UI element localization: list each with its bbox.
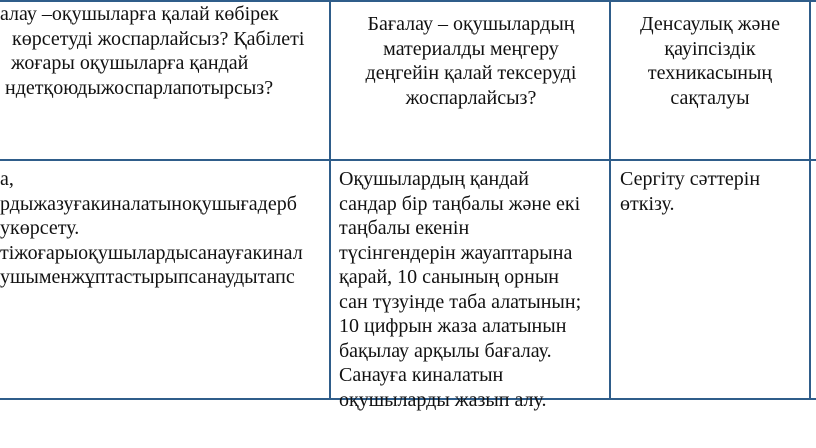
table-column-divider-2 bbox=[609, 0, 611, 400]
header-cell-3-line: Денсаулық және bbox=[640, 13, 780, 35]
body-cell-3-line: өткізу. bbox=[620, 192, 675, 215]
header-cell-2-line: деңгейін қалай тексеруді bbox=[365, 62, 577, 84]
body-cell-2-line: 10 цифрын жаза алатынын bbox=[339, 315, 567, 337]
header-cell-1-line: көрсетуді жоспарлайсыз? Қабілеті bbox=[12, 27, 305, 50]
body-cell-3-line: Сергіту сәттерін bbox=[620, 168, 761, 190]
body-cell-2-line: бақылау арқылы бағалау. bbox=[339, 339, 552, 362]
header-cell-2 bbox=[335, 12, 607, 110]
header-cell-3-line: сақталуы bbox=[670, 86, 750, 109]
header-cell-1-line: алау –оқушыларға қалай көбірек bbox=[0, 3, 279, 25]
body-cell-1-line: рдыжазуғакиналатыноқушығадерб bbox=[0, 192, 297, 215]
body-cell-1-line: укөрсету. bbox=[0, 217, 80, 239]
body-cell-2-line: Оқушылардың қандай bbox=[339, 168, 529, 190]
body-cell-3 bbox=[620, 167, 760, 216]
header-cell-1 bbox=[0, 2, 304, 100]
body-cell-1 bbox=[0, 167, 329, 290]
body-cell-2-line: қарай, 10 санының орнын bbox=[339, 266, 559, 288]
header-cell-1-line: ндетқоюдыжоспарлапотырсыз? bbox=[5, 76, 274, 99]
table-row-divider bbox=[0, 159, 816, 161]
body-cell-2-line: Санауға киналатын bbox=[339, 364, 504, 386]
header-cell-1-line: жоғары оқушыларға қандай bbox=[11, 52, 249, 74]
header-cell-2-line: материалды меңгеру bbox=[383, 37, 559, 60]
header-cell-2-line: жоспарлайсыз? bbox=[405, 86, 537, 109]
body-cell-1-line: тіжоғарыоқушылардысанауғакинал bbox=[0, 241, 303, 264]
table-column-divider-1 bbox=[329, 0, 331, 400]
header-cell-2-line: Бағалау – оқушылардың bbox=[367, 13, 575, 35]
table-right-border bbox=[809, 0, 811, 400]
header-cell-3 bbox=[612, 12, 808, 110]
body-cell-2-line: сандар бір таңбалы және екі bbox=[339, 192, 581, 215]
body-cell-2-line: сан түзуінде таба алатынын; bbox=[339, 290, 582, 313]
body-cell-2-line: оқушыларды жазып алу. bbox=[339, 388, 547, 411]
header-cell-3-line: қауіпсіздік bbox=[664, 37, 756, 60]
body-cell-1-line: ушыменжұптастырыпсанаудытапс bbox=[0, 266, 295, 288]
body-cell-2-line: түсінгендерін жауаптарына bbox=[339, 241, 573, 264]
body-cell-2-line: таңбалы екенін bbox=[339, 217, 470, 239]
body-cell-2 bbox=[339, 167, 581, 412]
body-cell-1-line: а, bbox=[0, 168, 14, 190]
header-cell-3-line: техникасының bbox=[647, 62, 773, 84]
